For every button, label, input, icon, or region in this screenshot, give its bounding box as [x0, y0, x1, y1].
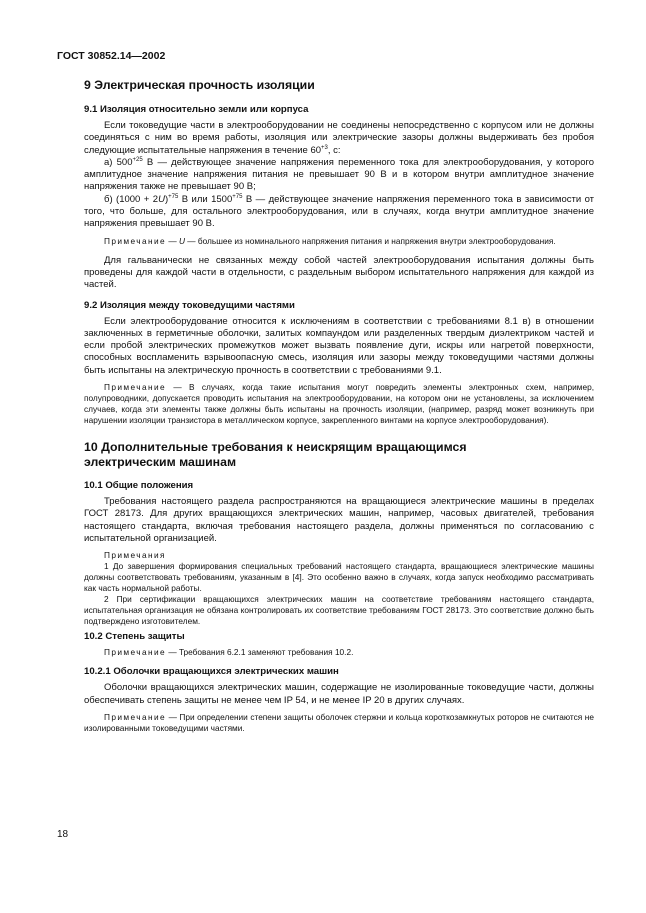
section-10-title-line2: электрическим машинам — [84, 455, 237, 470]
note-item-2: 2 При сертификации вращающихся электрических машин на соответствие требованиям настоящего стандарта, испытательная организация не обязана контролировать их соответствие требованиям ГОСТ 28173. Это соответствие должно быть подтверждено изготовителем. — [84, 594, 594, 627]
p-text-end: , с: — [327, 144, 341, 156]
note-dash: — — [166, 235, 179, 246]
paragraph-9-2: Если электрооборудование относится к исключениям в соответствии с требованиями 8.1 в) в отношении заключенных в герметичные оболочки, залитых компаундом или разделенных твердым диэлектриком частей и если пробой электрических промежутков может вызвать появление дуги, искры или нагретой поверхности, способных воспламенить взрывоопасную смесь, изоляция или зазоры между токоведущими частями должны быть испытаны на электрическую прочность в соответствии с требованиями 9.1. — [84, 315, 594, 376]
standard-header: ГОСТ 30852.14—2002 — [57, 50, 166, 62]
item-b-start: б) (1000 + 2 — [104, 193, 159, 205]
voltage-symbol: U — [178, 235, 185, 246]
section-9-1-title: 9.1 Изоляция относительно земли или корпуса — [84, 104, 309, 115]
paragraph-10-2-1: Оболочки вращающихся электрических машин, содержащие не изолированные токоведущие части, должны обеспечивать степень защиты не менее чем IP 54, и не менее IP 20 в других случаях. — [84, 682, 594, 706]
section-9-2-title: 9.2 Изоляция между токоведущими частями — [84, 299, 295, 311]
paragraph-9-1-b — [84, 194, 594, 231]
note-text: — В случаях, когда такие испытания могут повредить элементы электронных схем, например, полупроводники, допускается проводить испытания на электрооборудовании, на котором они не установлены, за исключением случаев, когда эти элементы также должны быть испытаны на прочность изоляции, (например, разряд может возникнуть при нарушении изоляции транзистора в металлическом корпусе, закрепленного винтами на корпусе электрооборудования). — [84, 382, 594, 426]
note-10-2-1 — [84, 712, 594, 734]
note-9-1 — [84, 236, 594, 247]
note-10-2 — [84, 647, 594, 658]
tolerance-sup: +75 — [168, 193, 179, 200]
page-number: 18 — [57, 829, 69, 840]
paragraph-9-1-galvanic: Для гальванически не связанных между собой частей электрооборудования испытания должны быть проведены для каждой части в отдельности, с раздельным выбором испытательного напряжения для каждой из частей. — [84, 254, 594, 291]
note-item-1: 1 До завершения формирования специальных требований настоящего стандарта, вращающиеся электрические машины должны соответствовать требованиям, указанным в [4]. Это особенно важно в случаях, когда запуск необходимо рассматривать как часть нормальной работы. — [84, 561, 594, 594]
note-label: Примечание — [104, 711, 167, 722]
paragraph-10-1: Требования настоящего раздела распространяются на вращающиеся электрические машины в пределах ГОСТ 28173. Для других вращающихся электрических машин, например, часовых двигателей, требования настоящего стандарта, включая требования настоящего раздела, должны применяться по согласованию с испытательной организацией. — [84, 496, 594, 544]
section-10-title-line1: 10 Дополнительные требования к неискрящим вращающимся — [84, 440, 467, 455]
note-label: Примечание — [104, 235, 167, 246]
paragraph-9-1-intro — [84, 120, 594, 157]
section-10-1-title: 10.1 Общие положения — [84, 480, 194, 492]
page-content — [84, 78, 594, 742]
voltage-symbol: U — [158, 193, 165, 205]
section-9-title: 9 Электрическая прочность изоляции — [84, 78, 315, 92]
tolerance-sup: +25 — [132, 156, 143, 163]
tolerance-sup: +75 — [232, 193, 243, 200]
item-b-close: ) — [164, 193, 169, 205]
item-a-rest: В — действующее значение напряжения переменного тока для электрооборудования, у которого амплитудное значение напряжения питания не превышает 90 В и в котором внутри амплитудное значение напряжения также не превышает 90 В; — [84, 156, 595, 193]
notes-title: Примечания — [104, 550, 166, 561]
note-label: Примечание — [104, 647, 167, 658]
tolerance-sup: +3 — [321, 144, 328, 151]
section-10-title — [84, 440, 594, 470]
p-text: Если токоведущие части в электрооборудовании не соединены непосредственно с корпусом или не должны соединяться с ним во время работы, изоляция или электрические зазоры должны выдерживать без пробоя следующие испытательные напряжения в течение 60 — [84, 120, 594, 156]
note-text: — При определении степени защиты оболочек стержни и кольца короткозамкнутых роторов не считаются не изолированными токоведущими частями. — [84, 711, 594, 733]
note-label: Примечание — [104, 382, 167, 393]
paragraph-9-1-a — [84, 157, 594, 194]
note-9-2 — [84, 382, 594, 426]
section-10-2-1-title: 10.2.1 Оболочки вращающихся электрических машин — [84, 666, 339, 678]
note-text: — Требования 6.2.1 заменяют требования 10.2. — [166, 647, 354, 658]
note-text: — большее из номинального напряжения питания и напряжения внутри электрооборудования. — [184, 235, 556, 246]
item-b-rest: В — действующее значение напряжения переменного тока в зависимости от того, что больше, для остального электрооборудования, или в случаях, когда внутри амплитудное значение напряжения превышает 90 В. — [84, 193, 595, 230]
section-10-2-title: 10.2 Степень защиты — [84, 631, 185, 643]
item-b-mid: В или 1500 — [178, 193, 233, 205]
item-a-start: а) 500 — [104, 156, 133, 168]
